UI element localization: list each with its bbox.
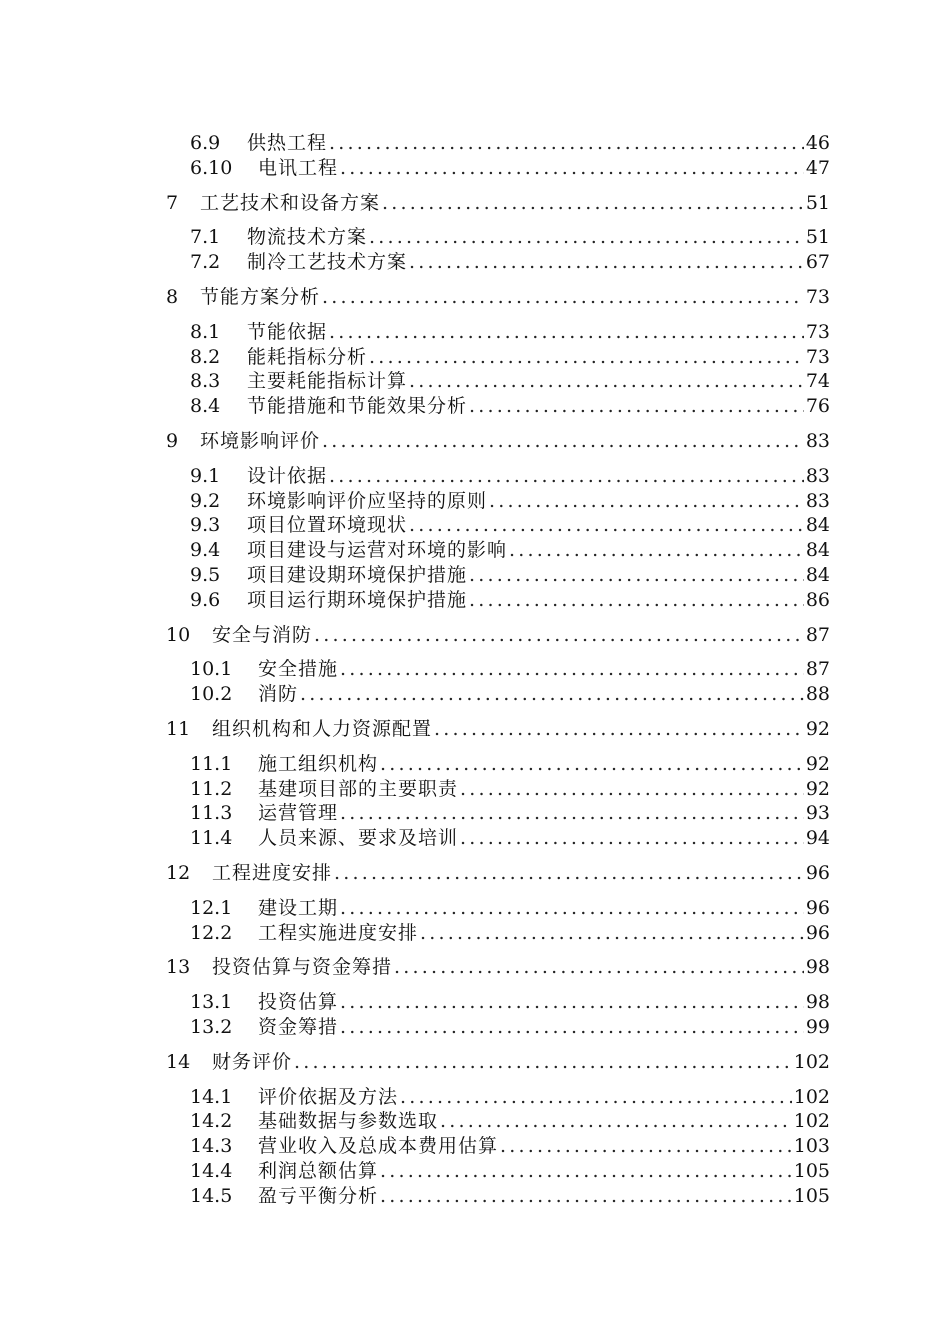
toc-entry-number: 8.2 — [190, 345, 221, 368]
toc-entry-title: 项目位置环境现状 — [247, 514, 408, 537]
toc-entry-title: 利润总额估算 — [258, 1159, 379, 1182]
toc-entry-number: 14.5 — [190, 1184, 233, 1207]
toc-entry-title: 人员来源、要求及培训 — [258, 827, 459, 850]
toc-dot-leader — [329, 320, 804, 345]
toc-entry-page-number: 87 — [805, 623, 830, 646]
toc-entry-page-number: 96 — [805, 896, 830, 919]
toc-entry-number: 8.4 — [190, 395, 221, 418]
toc-entry-title: 制冷工艺技术方案 — [247, 251, 408, 274]
toc-entry-title: 环境影响评价应坚持的原则 — [247, 489, 488, 512]
toc-section-entry[interactable] — [166, 896, 830, 921]
toc-dot-leader — [469, 563, 804, 588]
toc-dot-leader — [489, 489, 804, 514]
toc-dot-leader — [409, 369, 804, 394]
toc-entry-number: 11.1 — [190, 752, 233, 775]
toc-dot-leader — [322, 285, 804, 310]
toc-entry-title: 财务评价 — [212, 1050, 293, 1073]
toc-entry-number: 8.3 — [190, 370, 221, 393]
toc-dot-leader — [394, 955, 804, 980]
toc-entry-page-number: 46 — [805, 132, 830, 154]
toc-entry-title: 消防 — [258, 683, 299, 706]
toc-dot-leader — [440, 1109, 792, 1134]
toc-entry-page-number: 92 — [805, 777, 830, 800]
toc-dot-leader — [300, 682, 804, 707]
toc-entry-page-number: 83 — [805, 464, 830, 487]
toc-dot-leader — [340, 896, 804, 921]
toc-dot-leader — [460, 826, 804, 851]
toc-entry-title: 组织机构和人力资源配置 — [212, 717, 433, 740]
toc-entry-title: 基建项目部的主要职责 — [258, 777, 459, 800]
toc-entry-page-number: 86 — [805, 588, 830, 611]
toc-entry-page-number: 92 — [805, 752, 830, 775]
toc-entry-number: 9.3 — [190, 514, 221, 537]
toc-entry-title: 工艺技术和设备方案 — [200, 191, 381, 214]
toc-entry-number: 14.1 — [190, 1085, 233, 1108]
toc-chapter-entry[interactable] — [166, 955, 830, 980]
toc-entry-page-number: 47 — [805, 156, 830, 179]
toc-entry-page-number: 99 — [805, 1015, 830, 1038]
toc-entry-title: 投资估算 — [258, 991, 339, 1014]
toc-dot-leader — [329, 131, 804, 156]
toc-entry-number: 12.2 — [190, 921, 233, 944]
toc-entry-number: 14 — [166, 1050, 191, 1073]
toc-entry-page-number: 94 — [805, 827, 830, 850]
toc-dot-leader — [334, 861, 804, 886]
toc-entry-page-number: 105 — [793, 1159, 830, 1182]
toc-entry-title: 设计依据 — [247, 464, 328, 487]
toc-dot-leader — [500, 1134, 792, 1159]
toc-entry-page-number: 67 — [805, 251, 830, 274]
toc-chapter-entry[interactable] — [166, 285, 830, 310]
toc-section-entry[interactable] — [166, 921, 830, 946]
toc-dot-leader — [369, 225, 804, 250]
toc-dot-leader — [294, 1050, 792, 1075]
toc-section-entry[interactable] — [166, 682, 830, 707]
toc-entry-number: 12.1 — [190, 896, 233, 919]
toc-section-entry[interactable] — [166, 1109, 830, 1134]
toc-chapter-entry[interactable] — [166, 623, 830, 648]
toc-entry-title: 施工组织机构 — [258, 752, 379, 775]
toc-entry-number: 14.4 — [190, 1159, 233, 1182]
toc-chapter-entry[interactable] — [166, 1050, 830, 1075]
toc-entry-title: 项目运行期环境保护措施 — [247, 588, 468, 611]
toc-entry-page-number: 96 — [805, 921, 830, 944]
toc-entry-number: 9.2 — [190, 489, 221, 512]
toc-entry-number: 6.10 — [190, 156, 233, 179]
toc-entry-number: 7.1 — [190, 226, 221, 249]
toc-section-entry[interactable] — [166, 250, 830, 275]
toc-entry-number: 7.2 — [190, 251, 221, 274]
toc-entry-number: 13.2 — [190, 1015, 233, 1038]
toc-dot-leader — [340, 1015, 804, 1040]
toc-section-entry[interactable] — [166, 990, 830, 1015]
toc-entry-title: 物流技术方案 — [247, 226, 368, 249]
toc-entry-page-number: 51 — [805, 191, 830, 214]
toc-entry-title: 节能方案分析 — [200, 285, 321, 308]
toc-entry-page-number: 88 — [805, 683, 830, 706]
toc-entry-title: 工程实施进度安排 — [258, 921, 419, 944]
toc-dot-leader — [380, 1184, 792, 1209]
toc-dot-leader — [420, 921, 804, 946]
toc-entry-page-number: 102 — [793, 1050, 830, 1073]
toc-dot-leader — [469, 588, 804, 613]
toc-dot-leader — [340, 657, 804, 682]
toc-entry-number: 13 — [166, 956, 191, 979]
toc-entry-title: 安全措施 — [258, 658, 339, 681]
toc-chapter-entry[interactable] — [166, 429, 830, 454]
toc-entry-number: 11 — [166, 717, 191, 740]
toc-section-entry[interactable] — [166, 1159, 830, 1184]
toc-dot-leader — [369, 345, 804, 370]
toc-entry-number: 9.1 — [190, 464, 221, 487]
toc-entry-page-number: 84 — [805, 514, 830, 537]
toc-entry-number: 10.1 — [190, 658, 233, 681]
toc-entry-number: 11.3 — [190, 802, 233, 825]
toc-section-entry[interactable] — [166, 320, 830, 345]
toc-section-entry[interactable] — [166, 1134, 830, 1159]
toc-dot-leader — [340, 156, 804, 181]
toc-entry-page-number: 83 — [805, 489, 830, 512]
toc-entry-number: 8.1 — [190, 320, 221, 343]
toc-entry-title: 项目建设期环境保护措施 — [247, 563, 468, 586]
toc-entry-title: 盈亏平衡分析 — [258, 1184, 379, 1207]
toc-entry-number: 13.1 — [190, 991, 233, 1014]
toc-entry-title: 评价依据及方法 — [258, 1085, 399, 1108]
toc-section-entry[interactable] — [166, 826, 830, 851]
toc-dot-leader — [434, 717, 804, 742]
toc-dot-leader — [509, 538, 804, 563]
toc-entry-page-number: 74 — [805, 370, 830, 393]
toc-section-entry[interactable] — [166, 131, 830, 156]
toc-entry-page-number: 105 — [793, 1184, 830, 1207]
toc-entry-title: 基础数据与参数选取 — [258, 1110, 439, 1133]
toc-section-entry[interactable] — [166, 538, 830, 563]
toc-entry-title: 能耗指标分析 — [247, 345, 368, 368]
toc-entry-title: 电讯工程 — [258, 156, 339, 179]
toc-dot-leader — [380, 1159, 792, 1184]
toc-section-entry[interactable] — [166, 777, 830, 802]
table-of-contents — [166, 131, 830, 1208]
toc-entry-title: 营业收入及总成本费用估算 — [258, 1135, 499, 1158]
toc-entry-page-number: 98 — [805, 991, 830, 1014]
toc-entry-page-number: 87 — [805, 658, 830, 681]
toc-entry-page-number: 83 — [805, 429, 830, 452]
toc-entry-number: 10 — [166, 623, 191, 646]
toc-section-entry[interactable] — [166, 588, 830, 613]
toc-entry-title: 项目建设与运营对环境的影响 — [247, 539, 508, 562]
toc-entry-page-number: 103 — [793, 1135, 830, 1158]
toc-entry-page-number: 73 — [805, 285, 830, 308]
toc-entry-number: 9.5 — [190, 563, 221, 586]
toc-dot-leader — [340, 990, 804, 1015]
toc-section-entry[interactable] — [166, 394, 830, 419]
toc-entry-number: 7 — [166, 191, 179, 214]
toc-chapter-entry[interactable] — [166, 191, 830, 216]
toc-section-entry[interactable] — [166, 657, 830, 682]
toc-section-entry[interactable] — [166, 464, 830, 489]
toc-entry-title: 环境影响评价 — [200, 429, 321, 452]
toc-section-entry[interactable] — [166, 1085, 830, 1110]
toc-entry-title: 节能依据 — [247, 320, 328, 343]
toc-entry-page-number: 98 — [805, 956, 830, 979]
toc-dot-leader — [460, 777, 804, 802]
toc-entry-page-number: 92 — [805, 717, 830, 740]
toc-entry-page-number: 93 — [805, 802, 830, 825]
toc-dot-leader — [469, 394, 804, 419]
toc-entry-title: 工程进度安排 — [212, 861, 333, 884]
toc-section-entry[interactable] — [166, 345, 830, 370]
toc-dot-leader — [382, 191, 804, 216]
toc-chapter-entry[interactable] — [166, 861, 830, 886]
toc-entry-title: 投资估算与资金筹措 — [212, 956, 393, 979]
toc-entry-page-number: 102 — [793, 1085, 830, 1108]
toc-dot-leader — [409, 250, 804, 275]
toc-section-entry[interactable] — [166, 563, 830, 588]
toc-entry-number: 11.2 — [190, 777, 233, 800]
toc-entry-title: 资金筹措 — [258, 1015, 339, 1038]
toc-entry-title: 建设工期 — [258, 896, 339, 919]
toc-chapter-entry[interactable] — [166, 717, 830, 742]
toc-entry-page-number: 76 — [805, 395, 830, 418]
toc-dot-leader — [380, 752, 804, 777]
toc-section-entry[interactable] — [166, 1015, 830, 1040]
toc-dot-leader — [400, 1085, 792, 1110]
toc-entry-number: 8 — [166, 285, 179, 308]
toc-entry-title: 节能措施和节能效果分析 — [247, 395, 468, 418]
toc-entry-number: 9.4 — [190, 539, 221, 562]
toc-entry-number: 14.3 — [190, 1135, 233, 1158]
toc-entry-page-number: 73 — [805, 345, 830, 368]
toc-entry-number: 9.6 — [190, 588, 221, 611]
toc-entry-number: 9 — [166, 429, 179, 452]
toc-section-entry[interactable] — [166, 156, 830, 181]
toc-entry-page-number: 84 — [805, 539, 830, 562]
toc-entry-number: 11.4 — [190, 827, 233, 850]
toc-dot-leader — [340, 801, 804, 826]
toc-entry-title: 供热工程 — [247, 132, 328, 154]
toc-section-entry[interactable] — [166, 489, 830, 514]
toc-entry-page-number: 51 — [805, 226, 830, 249]
toc-dot-leader — [314, 623, 804, 648]
toc-entry-title: 安全与消防 — [212, 623, 313, 646]
toc-dot-leader — [409, 513, 804, 538]
toc-entry-number: 10.2 — [190, 683, 233, 706]
toc-dot-leader — [322, 429, 804, 454]
toc-section-entry[interactable] — [166, 1184, 830, 1209]
toc-entry-title: 运营管理 — [258, 802, 339, 825]
toc-entry-number: 6.9 — [190, 132, 221, 154]
toc-entry-page-number: 73 — [805, 320, 830, 343]
toc-entry-page-number: 84 — [805, 563, 830, 586]
toc-section-entry[interactable] — [166, 225, 830, 250]
toc-dot-leader — [329, 464, 804, 489]
toc-entry-number: 14.2 — [190, 1110, 233, 1133]
toc-entry-page-number: 102 — [793, 1110, 830, 1133]
toc-section-entry[interactable] — [166, 801, 830, 826]
toc-section-entry[interactable] — [166, 752, 830, 777]
toc-entry-page-number: 96 — [805, 861, 830, 884]
toc-entry-number: 12 — [166, 861, 191, 884]
toc-entry-title: 主要耗能指标计算 — [247, 370, 408, 393]
toc-section-entry[interactable] — [166, 513, 830, 538]
toc-section-entry[interactable] — [166, 369, 830, 394]
